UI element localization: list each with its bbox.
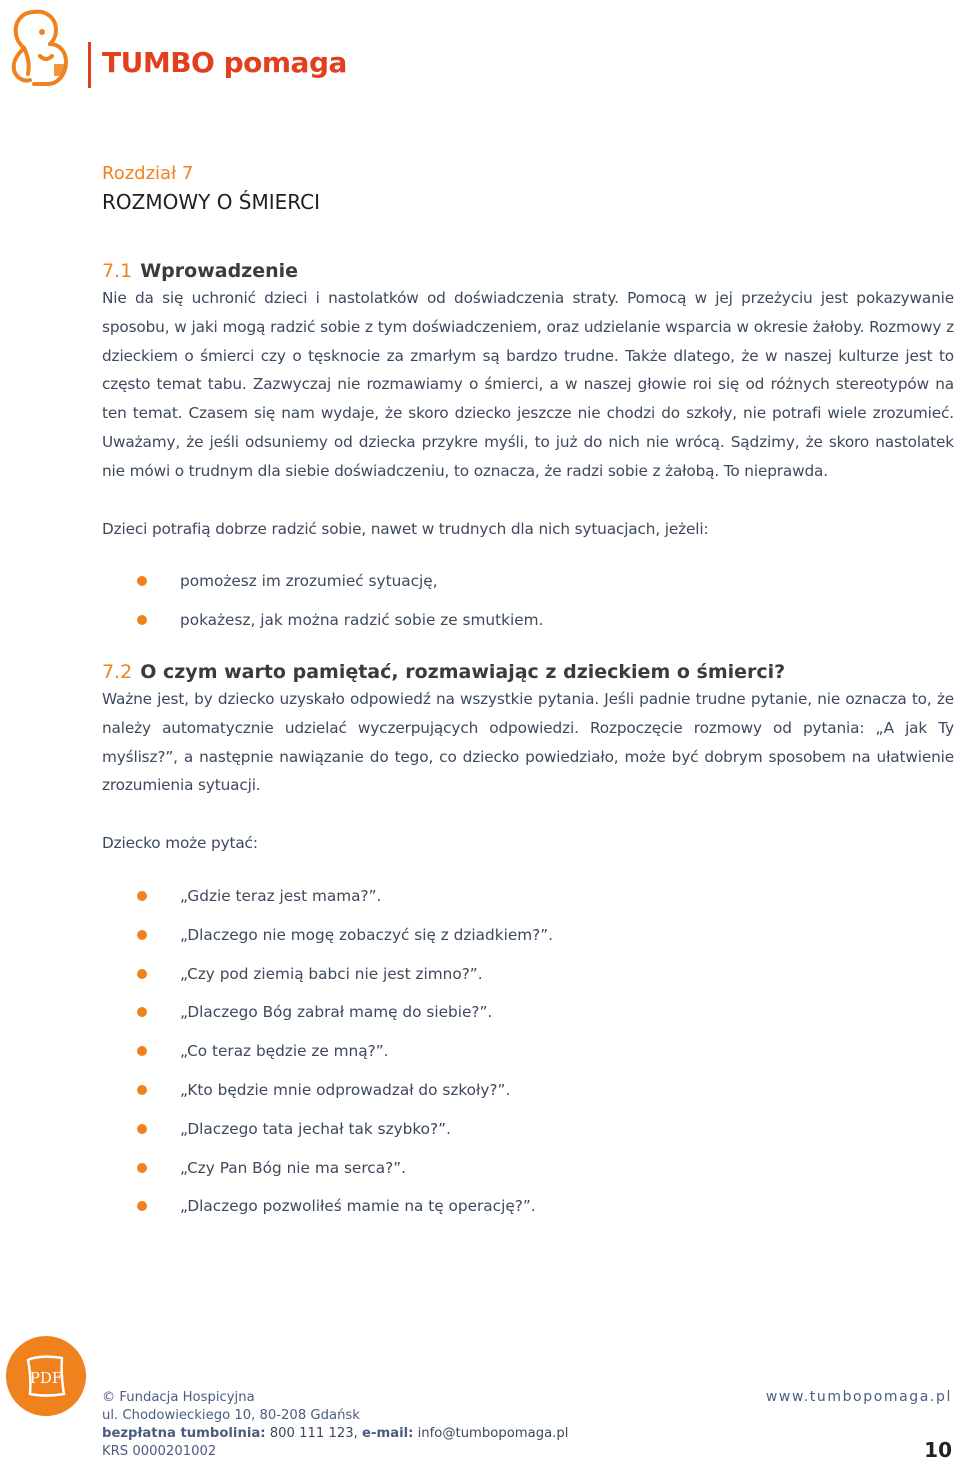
section-2-title: O czym warto pamiętać, rozmawiając z dzieckiem o śmierci? [140,660,786,683]
bullet-dot-icon [137,1124,147,1134]
page-number: 10 [924,1438,952,1462]
pdf-badge-icon[interactable] [6,1336,86,1416]
bullet-dot-icon [137,891,147,901]
section-1-number: 7.1 [102,260,133,282]
chapter-title: ROZMOWY O ŚMIERCI [102,190,321,214]
list-item: „Dlaczego Bóg zabrał mamę do siebie?”. [102,1000,954,1039]
email-label: e-mail: [362,1426,414,1441]
pdf-badge-label: PDF [29,1369,63,1387]
list-item: „Gdzie teraz jest mama?”. [102,884,954,923]
list-item: „Kto będzie mnie odprowadzał do szkoły?”. [102,1078,954,1117]
bullet-dot-icon [137,1007,147,1017]
section-1-title: Wprowadzenie [140,260,299,282]
bullet-dot-icon [137,1085,147,1095]
footer-contact-line [102,1425,568,1443]
bullet-dot-icon [137,1046,147,1056]
section-1-paragraph: Nie da się uchronić dzieci i nastolatków od doświadczenia straty. Pomocą w jej przeżyciu jest pokazywanie sposobu, w jaki mogą radzić sobie z tym doświadczeniem, oraz udzielanie wsparcia w okresie żałoby. Rozmowy z dzieckiem o śmierci czy o tęsknocie za zmarłym są bardzo trudne. Także dlatego, że w naszej kulturze jest to często temat tabu. Zazwyczaj nie rozmawiamy o śmierci, a w naszej głowie roi się od różnych stereotypów na ten temat. Czasem się nam wydaje, że skoro dziecko jeszcze nie chodzi do szkoły, nie potrafi wiele zrozumieć. Uważamy, że jeśli odsuniemy od dziecka przykre myśli, to już do nich nie wrócą. Sądzimy, że skoro nastolatek nie mówi o trudnym dla siebie doświadczeniu, to oznacza, że radzi sobie z żałobą. To nieprawda. [102,289,954,480]
bullet-dot-icon [137,576,147,586]
list-item: „Czy pod ziemią babci nie jest zimno?”. [102,962,954,1001]
bullet-dot-icon [137,1201,147,1211]
section-2-paragraph: Ważne jest, by dziecko uzyskało odpowiedź na wszystkie pytania. Jeśli padnie trudne pytanie, nie oznacza to, że należy automatycznie udzielać wyczerpujących odpowiedzi. Rozpoczęcie rozmowy od pytania: „A jak Ty myślisz?”, a następnie nawiązanie do tego, co dziecko powiedziało, może być dobrym sposobem na ułatwienie zrozumienia sytuacji. [102,689,954,795]
main-content [102,160,954,1233]
bullet-dot-icon [137,969,147,979]
footer-contact-info [102,1389,568,1461]
footer-address: ul. Chodowieckiego 10, 80-208 Gdańsk [102,1408,360,1423]
section-1-intro: Dzieci potrafią dobrze radzić sobie, nawet w trudnych dla nich sytuacjach, jeżeli: [102,519,709,538]
hotline-label: bezpłatna tumbolinia: [102,1426,266,1441]
page-footer [0,1330,960,1460]
list-item: „Dlaczego nie mogę zobaczyć się z dziadkiem?”. [102,923,954,962]
hotline-number[interactable]: 800 111 123, [269,1426,358,1441]
elephant-logo-icon [4,4,76,90]
list-item: „Co teraz będzie ze mną?”. [102,1039,954,1078]
section-2-intro: Dziecko może pytać: [102,834,258,853]
list-item: pokażesz, jak można radzić sobie ze smutkiem. [102,608,954,647]
bullet-dot-icon [137,615,147,625]
footer-krs: KRS 0000201002 [102,1444,217,1459]
footer-org: © Fundacja Hospicyjna [102,1390,255,1405]
section-2-number: 7.2 [102,660,133,683]
section-1-heading [102,258,954,284]
chapter-label: Rozdział 7 [102,163,194,184]
section-2-heading [102,659,954,685]
questions-list [102,884,954,1233]
email-link[interactable]: info@tumbopomaga.pl [417,1426,569,1441]
brand-name: TUMBO pomaga [102,46,347,79]
list-item: pomożesz im zrozumieć sytuację, [102,569,954,608]
page-header [0,0,960,100]
section-1-bullet-list [102,569,954,647]
list-item: „Dlaczego pozwoliłeś mamie na tę operację?”. [102,1194,954,1233]
list-item: „Dlaczego tata jechał tak szybko?”. [102,1117,954,1156]
bullet-dot-icon [137,930,147,940]
logo-divider [88,42,91,88]
list-item: „Czy Pan Bóg nie ma serca?”. [102,1156,954,1195]
bullet-dot-icon [137,1163,147,1173]
website-link[interactable]: www.tumbopomaga.pl [765,1389,952,1405]
